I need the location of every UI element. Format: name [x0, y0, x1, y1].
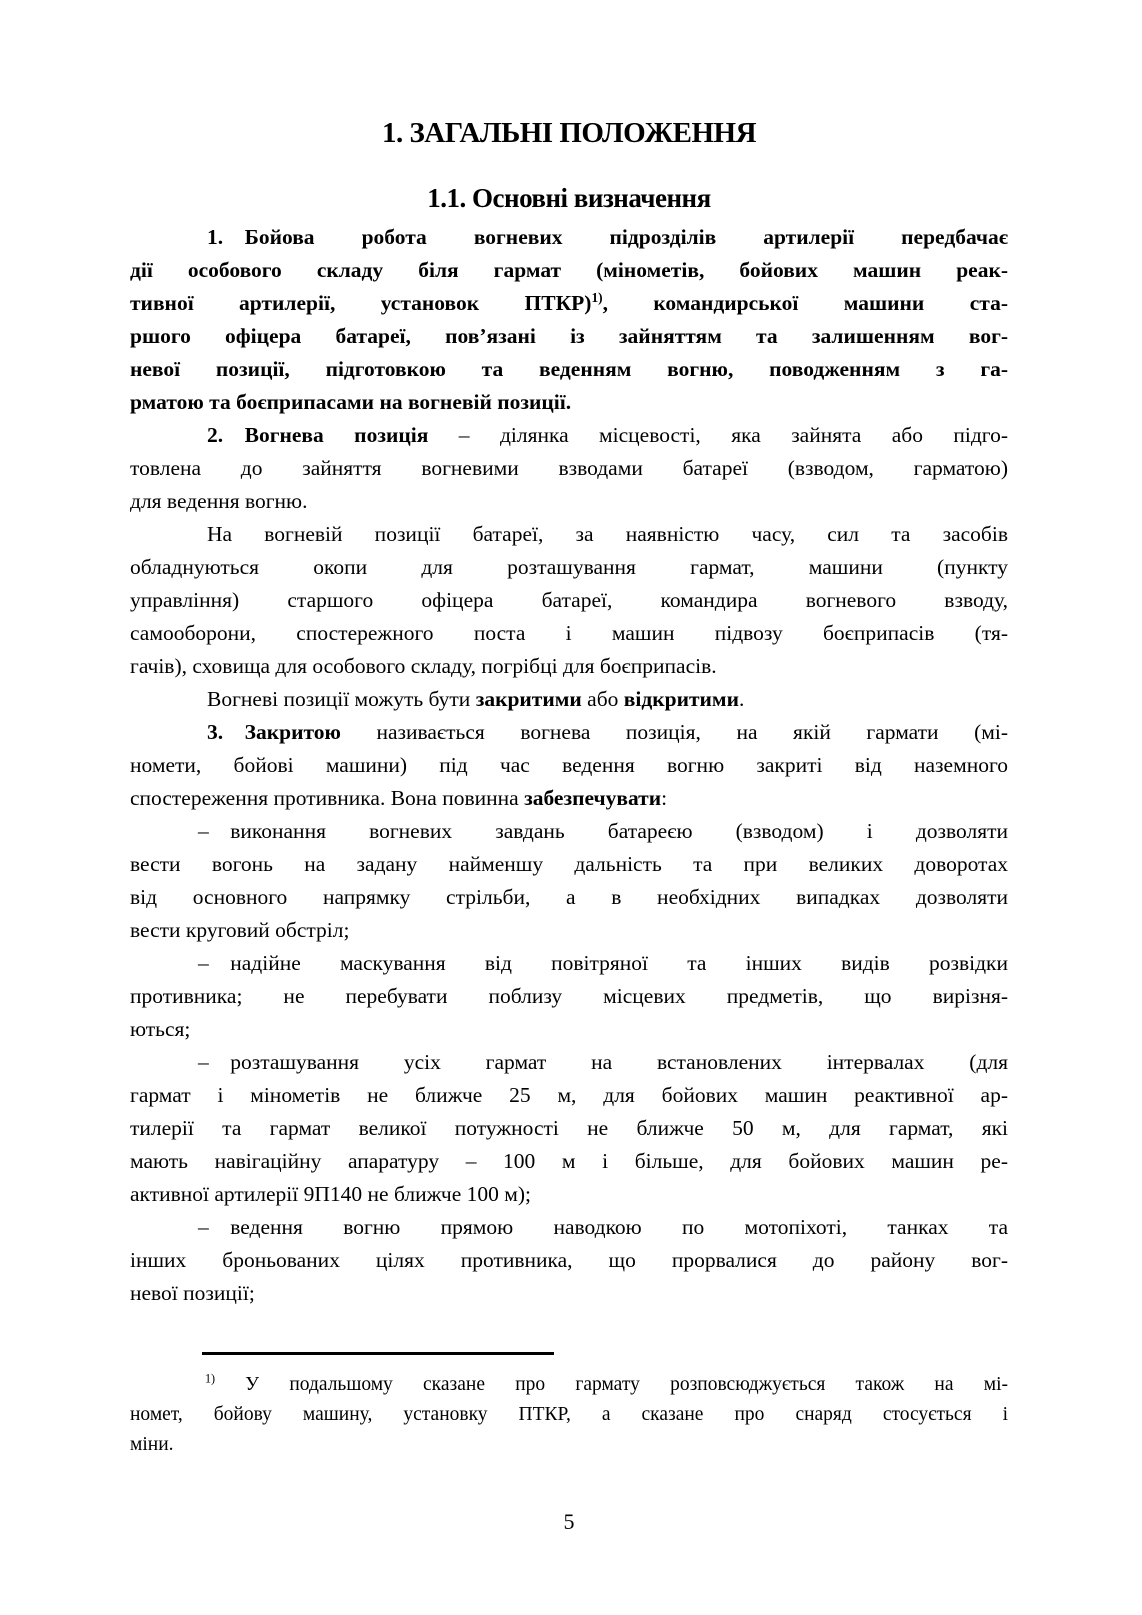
- footnote-marker: 1): [205, 1371, 216, 1386]
- text-line: самооборони, спостережного поста і машин підвозу боєприпасів (тя-: [130, 621, 1008, 645]
- text-line: обладнуються окопи для розташування гармат, машини (пункту: [130, 555, 1008, 579]
- page-title: 1. ЗАГАЛЬНІ ПОЛОЖЕННЯ: [381, 117, 757, 149]
- text-line: тилерії та гармат великої потужності не ближче 50 м, для гармат, які: [130, 1116, 1008, 1140]
- paragraph: [130, 221, 1008, 419]
- text-line: рматою та боєприпасами на вогневій позиції.: [130, 390, 572, 414]
- text-line: ршого офіцера батареї, пов’язані із зайняттям та залишенням вог-: [130, 324, 1008, 348]
- text-line: інших броньованих цілях противника, що прорвалися до району вог-: [130, 1248, 1008, 1272]
- text-line: невої позиції, підготовкою та веденням вогню, поводженням з га-: [130, 357, 1008, 381]
- text-line: для ведення вогню.: [130, 489, 308, 513]
- paragraph: [130, 815, 1008, 947]
- paragraph: [130, 1046, 1008, 1211]
- footnote-separator: [202, 1352, 554, 1355]
- text-line: невої позиції;: [130, 1281, 255, 1305]
- text-line: номети, бойові машини) під час ведення вогню закриті від наземного: [130, 753, 1008, 777]
- text-line: управління) старшого офіцера батареї, командира вогневого взводу,: [130, 588, 1008, 612]
- text-line: від основного напрямку стрільби, а в необхідних випадках дозволяти: [130, 885, 1008, 909]
- text-line: – ведення вогню прямою наводкою по мотопіхоті, танках та: [198, 1215, 1008, 1239]
- text-line: – виконання вогневих завдань батареєю (взводом) і дозволяти: [198, 819, 1008, 843]
- paragraph: [130, 716, 1008, 815]
- page-number: 5: [563, 1509, 575, 1534]
- text-line: Вогневі позиції можуть бути закритими або відкритими.: [207, 687, 745, 711]
- text-line: спостереження противника. Вона повинна забезпечувати:: [130, 786, 668, 810]
- paragraph: [130, 947, 1008, 1046]
- text-line: активної артилерії 9П140 не ближче 100 м);: [130, 1182, 531, 1206]
- section-subtitle: 1.1. Основні визначення: [427, 183, 711, 213]
- text-line: гачів), сховища для особового складу, погрібці для боєприпасів.: [130, 654, 717, 678]
- text-line: міни.: [130, 1434, 174, 1455]
- paragraph: [130, 1211, 1008, 1310]
- footnote-marker: 1): [591, 289, 603, 305]
- text-line: 1. Бойова робота вогневих підрозділів артилерії передбачає: [207, 225, 1008, 249]
- text-line: ються;: [130, 1017, 191, 1041]
- paragraph: [130, 1370, 1008, 1460]
- text-line: На вогневій позиції батареї, за наявністю часу, сил та засобів: [207, 522, 1008, 546]
- text-line: вести вогонь на задану найменшу дальність та при великих доворотах: [130, 852, 1008, 876]
- text-line: тивної артилерії, установок ПТКР)$^{1)}$, командирської машини ста-: [130, 289, 1008, 315]
- text-line: противника; не перебувати поблизу місцевих предметів, що вирізня-: [130, 984, 1008, 1008]
- text-line: номет, бойову машину, установку ПТКР, а сказане про снаряд стосується і: [130, 1404, 1008, 1425]
- text-line: 3. Закритою називається вогнева позиція, на якій гармати (мі-: [207, 720, 1008, 744]
- body-text: [130, 221, 1008, 1310]
- text-line: товлена до зайняття вогневими взводами батареї (взводом, гарматою): [130, 456, 1008, 480]
- paragraph: [130, 419, 1008, 518]
- footnote: [130, 1370, 1008, 1460]
- paragraph: [130, 518, 1008, 683]
- text-line: – надійне маскування від повітряної та інших видів розвідки: [198, 951, 1008, 975]
- paragraph: [130, 683, 1008, 716]
- text-line: $^{1)}$ У подальшому сказане про гармату розповсюджується також на мі-: [205, 1371, 1008, 1395]
- text-line: мають навігаційну апаратуру – 100 м і більше, для бойових машин ре-: [130, 1149, 1008, 1173]
- text-line: вести круговий обстріл;: [130, 918, 350, 942]
- text-line: дії особового складу біля гармат (мінометів, бойових машин реак-: [130, 258, 1008, 282]
- text-line: 2. Вогнева позиція – ділянка місцевості, яка зайнята або підго-: [207, 423, 1008, 447]
- text-line: гармат і мінометів не ближче 25 м, для бойових машин реактивної ар-: [130, 1083, 1008, 1107]
- text-line: – розташування усіх гармат на встановлених інтервалах (для: [198, 1050, 1008, 1074]
